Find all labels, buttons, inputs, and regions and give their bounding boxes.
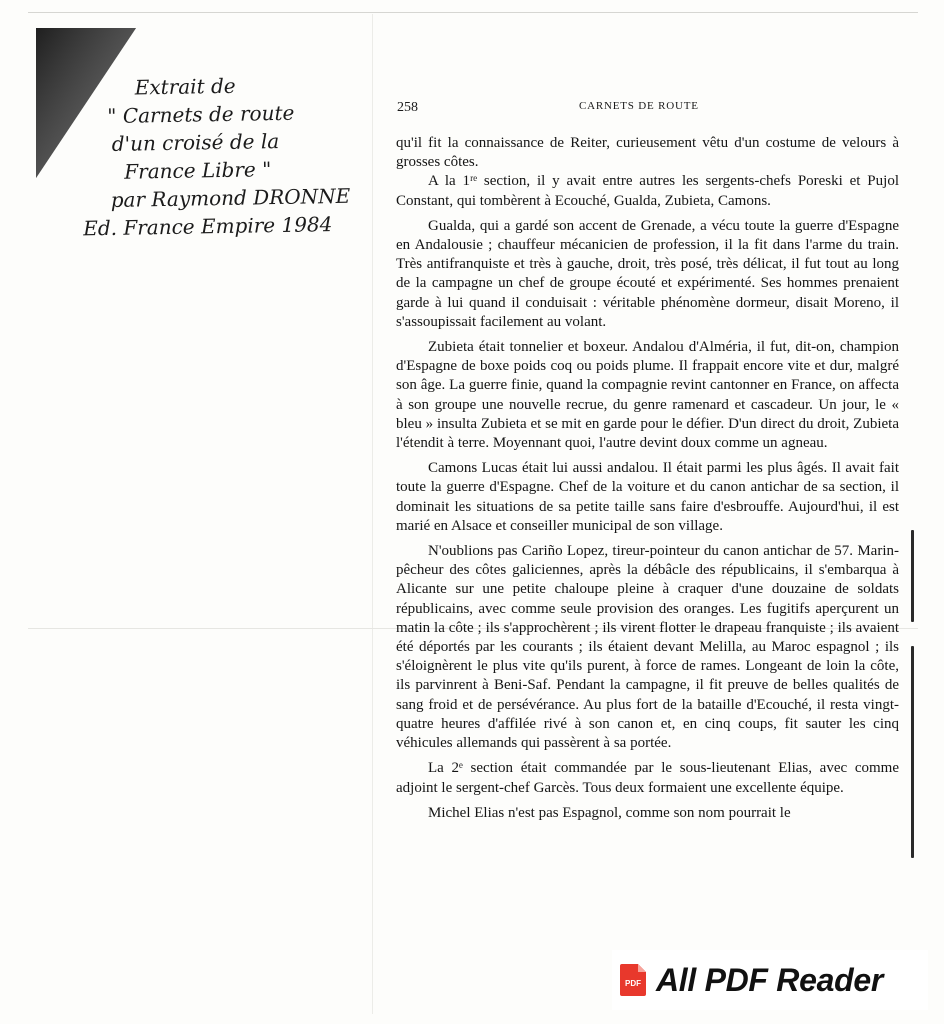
paragraph: qu'il fit la connaissance de Reiter, curieusement vêtu d'un costume de velours à grosses côtes. xyxy=(396,135,899,171)
handwritten-line: " Carnets de route xyxy=(107,100,295,128)
paragraph: La 2ᵉ section était commandée par le sous-lieutenant Elias, avec comme adjoint le sergent-chef Garcès. Tous deux formaient une excellente équipe. xyxy=(396,760,899,796)
paragraph: A la 1ʳᵉ section, il y avait entre autres les sergents-chefs Poreski et Pujol Constant, qui tombèrent à Ecouché, Gualda, Zubieta, Camons. xyxy=(396,173,899,209)
watermark-text: All PDF Reader xyxy=(656,961,883,998)
paragraph: Camons Lucas était lui aussi andalou. Il était parmi les plus âgés. Il avait fait toute la guerre d'Espagne. Chef de la voiture et du canon antichar de sa section, il dominait les situations de sa petite taille sans faire d'esbrouffe. Aujourd'hui, il est marié en Alsace et conseiller municipal de son village. xyxy=(396,460,899,534)
handwritten-note xyxy=(81,70,364,243)
pdf-icon-label: PDF xyxy=(625,979,641,988)
running-head: CARNETS DE ROUTE xyxy=(579,100,699,112)
handwritten-line: par Raymond DRONNE xyxy=(110,183,351,212)
pdf-file-icon xyxy=(620,964,646,996)
handwritten-line: Extrait de xyxy=(134,73,236,100)
handwritten-line: France Libre " xyxy=(124,157,272,184)
body-text xyxy=(396,134,899,823)
page-header xyxy=(397,100,897,118)
margin-mark xyxy=(911,530,914,622)
page-top-edge xyxy=(28,12,918,13)
paragraph: Gualda, qui a gardé son accent de Grenade, a vécu toute la guerre d'Espagne en Andalousie ; chauffeur mécanicien de profession, il la fit dans l'arme du train. Très antifranquiste et très à gauche, droit, très posé, très délicat, il fut tout au long de la campagne un chef de groupe écouté et expérimenté. Ses hommes prenaient garde à lui quand il conduisait : véritable phénomène dormeur, disait Moreno, il s'assoupissait facilement au volant. xyxy=(396,217,899,330)
page-number: 258 xyxy=(397,100,418,115)
page-fold-vertical xyxy=(372,14,373,1014)
paragraph: Zubieta était tonnelier et boxeur. Andalou d'Alméria, il fut, dit-on, champion d'Espagne de boxe poids coq ou poids plume. Il frappait encore vite et dur, malgré son âge. La guerre finie, quand la compagnie revint cantonner en France, on affecta à son groupe une nouvelle recrue, du genre ramenard et cascadeur. Un jour, le « bleu » insulta Zubieta et se mit en garde pour le défier. D'un direct du droit, Zubieta l'étendit à terre. Moyennant quoi, l'autre devint doux comme un agneau. xyxy=(396,339,899,452)
handwritten-line: Ed. France Empire 1984 xyxy=(83,212,333,241)
margin-mark xyxy=(911,646,914,858)
app-watermark xyxy=(612,950,928,1010)
paragraph: N'oublions pas Cariño Lopez, tireur-pointeur du canon antichar de 57. Marin-pêcheur des côtes galiciennes, après la débâcle des républicains, il s'embarqua à Alicante sur une petite chaloupe pleine à craquer d'une douzaine de soldats républicains, avec comme seule provision des oranges. Les fugitifs aperçurent un matin la côte ; ils s'approchèrent ; ils virent flotter le drapeau franquiste ; ils avaient été déportés par les courants ; ils étaient devant Melilla, au Maroc espagnol ; ils s'éloignèrent le plus vite qu'ils purent, à force de rames. Longeant de loin la côte, ils parvinrent à Beni-Saf. Pendant la campagne, il fit preuve de belles qualités de sang froid et de persévérance. Au plus fort de la bataille d'Ecouché, il resta vingt-quatre heures d'affilée rivé à son canon et, en cinq coups, fit sauter les cinq véhicules allemands qui passèrent à sa portée. xyxy=(396,543,899,752)
paragraph: Michel Elias n'est pas Espagnol, comme son nom pourrait le xyxy=(428,804,791,821)
handwritten-line: d'un croisé de la xyxy=(111,129,280,156)
